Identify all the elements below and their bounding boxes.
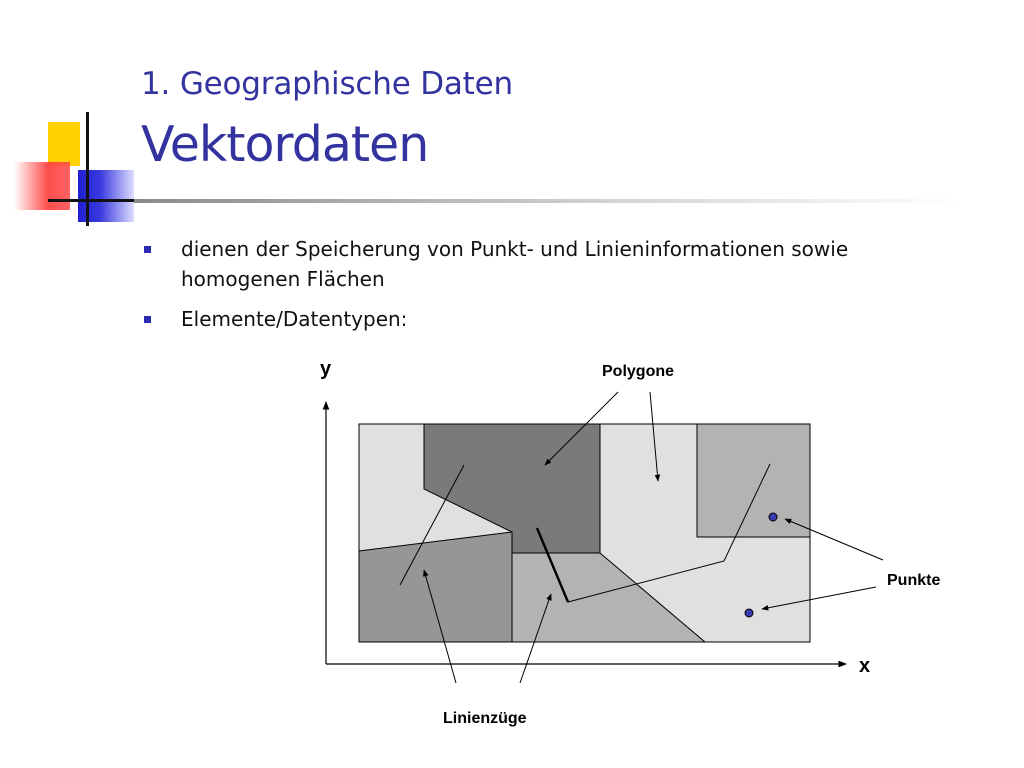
point-marker [745, 609, 753, 617]
slide-title: Vektordaten [141, 116, 429, 173]
polygon-bottom-left [359, 532, 512, 642]
label-polygone: Polygone [602, 363, 675, 380]
axis-y-label: y [320, 358, 332, 380]
label-punkte: Punkte [887, 572, 941, 589]
slide-subtitle: 1. Geographische Daten [141, 66, 513, 102]
axis-x-label: x [859, 655, 871, 677]
bullet-text: dienen der Speicherung von Punkt- und Linieninformationen sowie homogenen Flächen [181, 237, 849, 291]
polygon-top-right [697, 424, 810, 537]
bullet-text: Elemente/Datentypen: [181, 307, 408, 331]
point-marker [769, 513, 777, 521]
label-linienzuege: Linienzüge [443, 710, 527, 727]
